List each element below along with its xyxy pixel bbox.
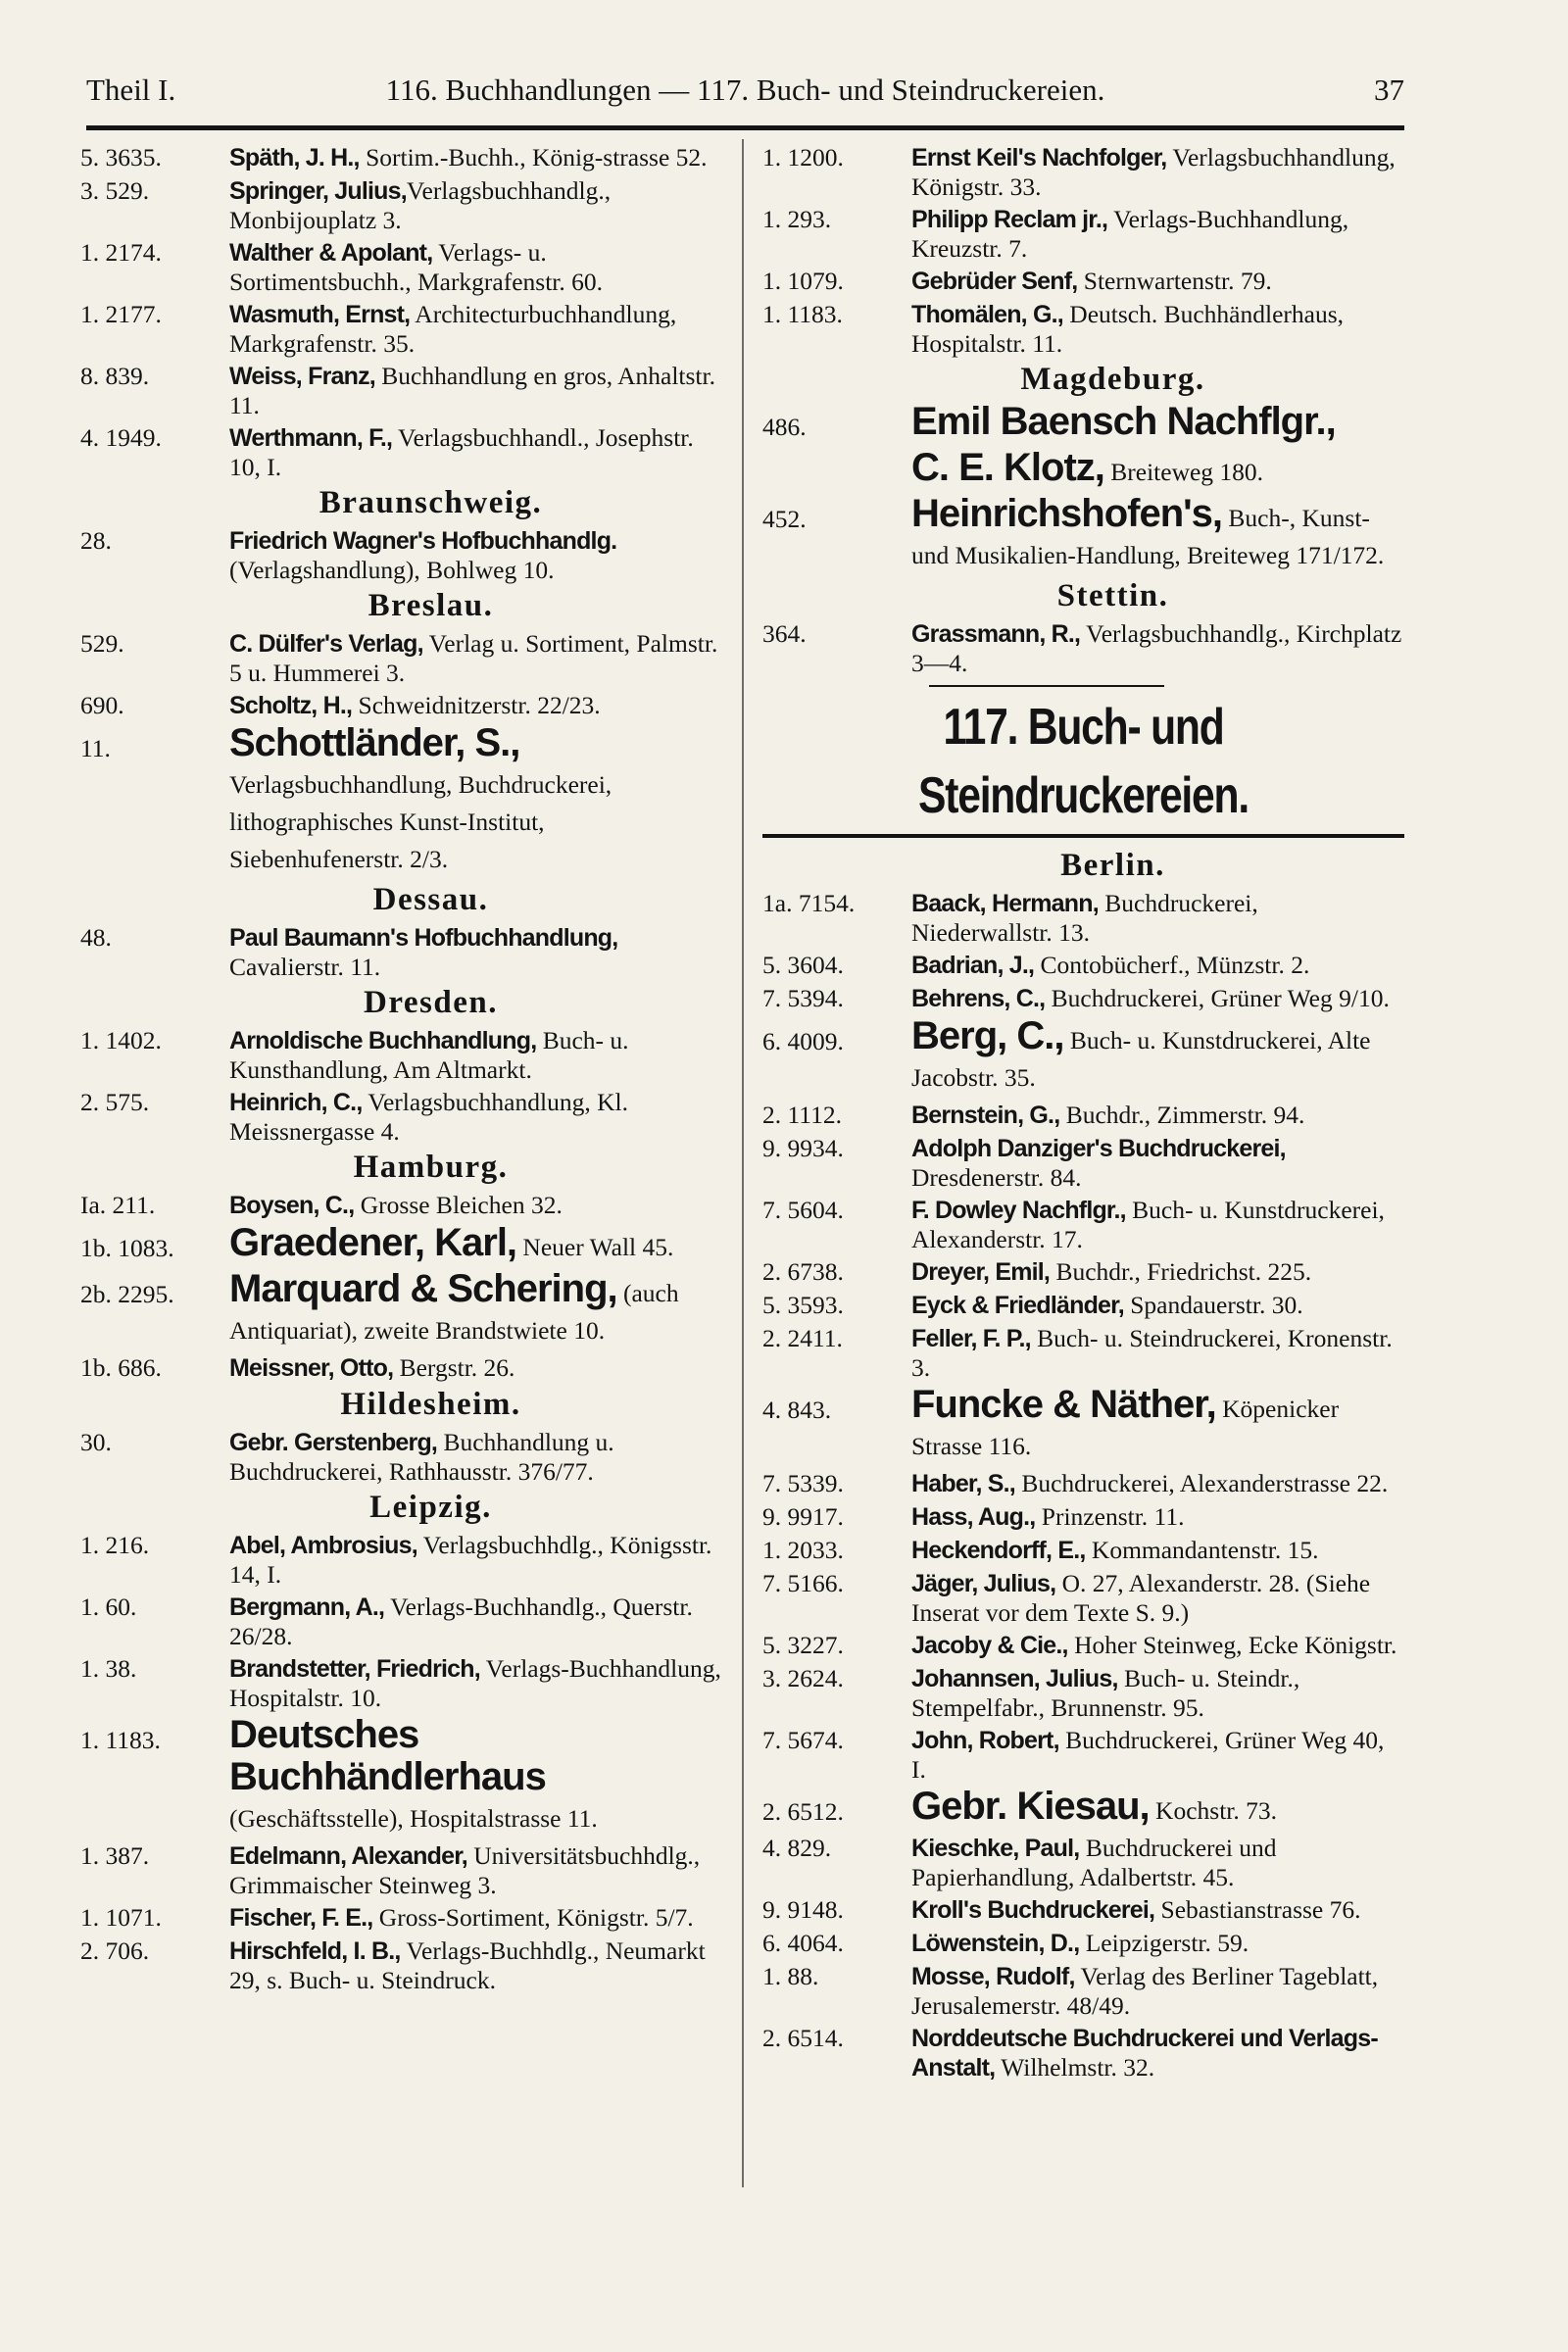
- city-heading: Dessau.: [372, 882, 489, 917]
- directory-entry: [762, 1726, 1404, 1784]
- city-heading: Berlin.: [1060, 848, 1165, 883]
- directory-entry: [762, 1536, 1404, 1565]
- directory-entry: [80, 721, 722, 878]
- firm-name: Bernstein, G.,: [911, 1102, 1060, 1129]
- entry-number: 7. 5166.: [762, 1569, 844, 1597]
- directory-entry: [762, 1962, 1404, 2020]
- city-heading: Hamburg.: [353, 1150, 509, 1185]
- directory-entry: [80, 1353, 722, 1383]
- entry-number: 1a. 7154.: [762, 889, 856, 917]
- directory-entry: [762, 1469, 1404, 1498]
- entry-number: 7. 5604.: [762, 1196, 844, 1224]
- entry-description: Spandauerstr. 30.: [1123, 1291, 1303, 1319]
- directory-entry: [80, 526, 722, 584]
- entry-description: Kochstr. 73.: [1149, 1796, 1277, 1825]
- entry-number: 48.: [80, 923, 112, 952]
- entry-number: 2. 1112.: [762, 1101, 842, 1129]
- directory-entry: [80, 1936, 722, 1994]
- directory-entry: [80, 1191, 722, 1220]
- firm-name: Bergmann, A.,: [229, 1593, 385, 1621]
- entry-description: Verlags-Buchhandlung, Kreuzstr. 7.: [911, 205, 1349, 263]
- entry-description: Breiteweg 180.: [1103, 458, 1264, 486]
- entry-number: 1. 1200.: [762, 143, 844, 172]
- firm-name: Wasmuth, Ernst,: [229, 301, 411, 328]
- firm-name: Dreyer, Emil,: [911, 1258, 1051, 1286]
- directory-entry: [80, 1841, 722, 1899]
- entry-number: Ia. 211.: [80, 1191, 156, 1219]
- firm-name: Feller, F. P.,: [911, 1325, 1031, 1352]
- entry-description: Buch- u. Steindr., Stempelfabr., Brunnenstr. 95.: [911, 1664, 1300, 1722]
- firm-name: Kieschke, Paul,: [911, 1835, 1080, 1862]
- firm-name: Paul Baumann's Hofbuchhandlung,: [229, 924, 618, 952]
- entry-number: 1. 1079.: [762, 267, 844, 295]
- directory-entry: [762, 400, 1404, 445]
- directory-entry: [762, 1196, 1404, 1253]
- entry-description: Schweidnitzerstr. 22/23.: [352, 691, 601, 719]
- entry-number: 4. 1949.: [80, 423, 162, 452]
- entry-description: Buch- u. Steindruckerei, Kronenstr. 3.: [911, 1324, 1393, 1382]
- entry-description: Verlags- u. Sortimentsbuchh., Markgrafenstr. 60.: [229, 238, 604, 296]
- entry-description: (Verlagshandlung), Bohlweg 10.: [229, 556, 555, 584]
- entry-description: Buchdruckerei, Niederwallstr. 13.: [911, 889, 1258, 947]
- firm-name: Jacoby & Cie.,: [911, 1632, 1068, 1659]
- firm-name: Baack, Hermann,: [911, 890, 1099, 917]
- city-heading: Leipzig.: [369, 1490, 492, 1525]
- entry-number: 8. 839.: [80, 362, 150, 390]
- directory-entry: [80, 1267, 722, 1349]
- firm-name: Graedener, Karl,: [229, 1221, 517, 1264]
- entry-number: 1. 216.: [80, 1531, 150, 1559]
- entry-number: 364.: [762, 619, 807, 648]
- page-number: 37: [1374, 73, 1404, 107]
- entry-description: Buchdruckerei und Papierhandlung, Adalbertstr. 45.: [911, 1834, 1277, 1891]
- entry-description: Bergstr. 26.: [393, 1353, 515, 1382]
- entry-number: 28.: [80, 526, 112, 555]
- firm-name: Heinrichshofen's,: [911, 492, 1223, 535]
- firm-name: Hass, Aug.,: [911, 1503, 1036, 1531]
- entry-description: Verlagsbuchhandlg., Monbijouplatz 3.: [229, 176, 612, 234]
- entry-description: Buchhandlung u. Buchdruckerei, Rathhausstr. 376/77.: [229, 1428, 614, 1486]
- column-divider: [742, 139, 744, 2187]
- firm-name: Badrian, J.,: [911, 952, 1035, 979]
- directory-entry: [762, 1569, 1404, 1627]
- entry-description: Verlagsbuchhandlung, Königstr. 33.: [911, 143, 1396, 201]
- entry-description: Buchdr., Friedrichst. 225.: [1050, 1257, 1312, 1286]
- page-header: [86, 73, 1404, 116]
- firm-name: Haber, S.,: [911, 1470, 1015, 1497]
- entry-number: 1b. 686.: [80, 1353, 162, 1382]
- directory-entry: [80, 1713, 722, 1838]
- entry-description: Buch- u. Kunstdruckerei, Alexanderstr. 17.: [911, 1196, 1385, 1253]
- firm-name: Heckendorff, E.,: [911, 1537, 1086, 1564]
- entry-description: (Geschäftsstelle), Hospitalstrasse 11.: [229, 1804, 598, 1833]
- firm-name: Thomälen, G.,: [911, 301, 1063, 328]
- city-heading: Hildesheim.: [340, 1387, 521, 1422]
- directory-entry: [762, 1785, 1404, 1830]
- section-rule: [762, 834, 1404, 838]
- left-column: [80, 139, 722, 1994]
- entry-description: Buchhandlung en gros, Anhaltstr. 11.: [229, 362, 715, 419]
- firm-name: Grassmann, R.,: [911, 620, 1081, 648]
- directory-entry: [762, 492, 1404, 574]
- entry-description: Sternwartenstr. 79.: [1077, 267, 1272, 295]
- entry-number: 2. 6512.: [762, 1797, 844, 1826]
- entry-description: Verlags-Buchhandlung, Hospitalstr. 10.: [229, 1654, 721, 1712]
- entry-description: Verlagsbuchhandlung, Kl. Meissnergasse 4.: [229, 1088, 628, 1146]
- entry-description: Sebastianstrasse 76.: [1154, 1895, 1361, 1924]
- firm-name: Walther & Apolant,: [229, 239, 433, 267]
- right-column-lower: [762, 846, 1404, 2082]
- firm-name: Schottländer, S.,: [229, 721, 520, 764]
- entry-description: O. 27, Alexanderstr. 28. (Siehe Inserat vor dem Texte S. 9.): [911, 1569, 1371, 1627]
- firm-name: Mosse, Rudolf,: [911, 1963, 1075, 1990]
- entry-description: Buchdruckerei, Grüner Weg 40, I.: [911, 1726, 1385, 1784]
- entry-number: 1. 1183.: [762, 300, 843, 328]
- directory-entry: [762, 1834, 1404, 1891]
- firm-name: Marquard & Schering,: [229, 1267, 617, 1310]
- entry-number: 2. 2411.: [762, 1324, 843, 1352]
- entry-description: Verlags-Buchhdlg., Neumarkt 29, s. Buch- u. Steindruck.: [229, 1936, 706, 1994]
- entry-description: Verlag des Berliner Tageblatt, Jerusalemerstr. 48/49.: [911, 1962, 1379, 2020]
- entry-number: 4. 829.: [762, 1834, 832, 1862]
- entry-description: Verlags-Buchhandlg., Querstr. 26/28.: [229, 1592, 693, 1650]
- entry-number: 5. 3227.: [762, 1631, 844, 1659]
- directory-entry: [762, 1502, 1404, 1532]
- entry-number: 5. 3593.: [762, 1291, 844, 1319]
- entry-number: 690.: [80, 691, 124, 719]
- firm-name: Deutsches Buchhändlerhaus: [229, 1713, 546, 1798]
- entry-number: 1. 38.: [80, 1654, 137, 1683]
- directory-entry: [762, 267, 1404, 296]
- directory-entry: [762, 984, 1404, 1013]
- entry-number: 9. 9148.: [762, 1895, 844, 1924]
- firm-name: Gebrüder Senf,: [911, 268, 1078, 295]
- directory-entry: [80, 143, 722, 172]
- entry-number: 6. 4009.: [762, 1027, 844, 1055]
- firm-name: Gebr. Gerstenberg,: [229, 1429, 438, 1456]
- firm-name: Kroll's Buchdruckerei,: [911, 1896, 1155, 1924]
- right-column-upper: [762, 143, 1404, 677]
- entry-description: Deutsch. Buchhändlerhaus, Hospitalstr. 11.: [911, 300, 1344, 358]
- entry-description: Neuer Wall 45.: [516, 1233, 674, 1261]
- firm-name: C. E. Klotz,: [911, 446, 1104, 489]
- part-label: Theil I.: [86, 73, 176, 107]
- directory-entry: [80, 1026, 722, 1084]
- firm-name: Edelmann, Alexander,: [229, 1842, 467, 1870]
- entry-number: 1b. 1083.: [80, 1234, 174, 1262]
- directory-entry: [762, 1291, 1404, 1320]
- directory-entry: [80, 629, 722, 687]
- entry-description: Gross-Sortiment, Königstr. 5/7.: [372, 1903, 694, 1932]
- entry-description: Buchdruckerei, Alexanderstrasse 22.: [1014, 1469, 1389, 1497]
- firm-name: Springer, Julius,: [229, 177, 407, 205]
- directory-entry: [762, 1134, 1404, 1192]
- firm-name: Jäger, Julius,: [911, 1570, 1056, 1597]
- directory-entry: [762, 300, 1404, 358]
- section-title: 117. Buch- und Steindruckereien.: [918, 699, 1249, 824]
- entry-description: Buchdr., Zimmerstr. 94.: [1059, 1101, 1305, 1129]
- directory-entry: [762, 446, 1404, 491]
- entry-number: 1. 1071.: [80, 1903, 162, 1932]
- firm-name: Boysen, C.,: [229, 1192, 355, 1219]
- entry-description: Prinzenstr. 11.: [1035, 1502, 1185, 1531]
- city-heading: Breslau.: [368, 588, 494, 623]
- section-short-rule: [929, 685, 1164, 687]
- entry-description: Verlag u. Sortiment, Palmstr. 5 u. Hummerei 3.: [229, 629, 718, 687]
- entry-description: Grosse Bleichen 32.: [354, 1191, 563, 1219]
- entry-number: 2. 575.: [80, 1088, 150, 1116]
- directory-entry: [762, 1257, 1404, 1287]
- firm-name: Hirschfeld, I. B.,: [229, 1937, 401, 1965]
- entry-number: 7. 5674.: [762, 1726, 844, 1754]
- entry-number: 5. 3604.: [762, 951, 844, 979]
- directory-entry: [80, 238, 722, 296]
- directory-entry: [762, 1383, 1404, 1465]
- firm-name: F. Dowley Nachflgr.,: [911, 1197, 1126, 1224]
- directory-entry: [80, 1531, 722, 1589]
- firm-name: Scholtz, H.,: [229, 692, 353, 719]
- entry-number: 529.: [80, 629, 124, 658]
- firm-name: Löwenstein, D.,: [911, 1930, 1080, 1957]
- entry-description: Contobücherf., Münzstr. 2.: [1034, 951, 1310, 979]
- entry-description: Universitätsbuchhdlg., Grimmaischer Steinweg 3.: [229, 1841, 701, 1899]
- directory-entry: [80, 300, 722, 358]
- firm-name: John, Robert,: [911, 1727, 1059, 1754]
- entry-number: 3. 2624.: [762, 1664, 844, 1692]
- firm-name: C. Dülfer's Verlag,: [229, 630, 423, 658]
- entry-description: (auch Antiquariat), zweite Brandstwiete 10.: [229, 1279, 679, 1345]
- directory-entry: [762, 1324, 1404, 1382]
- running-title: 116. Buchhandlungen — 117. Buch- und Steindruckereien.: [385, 73, 1105, 107]
- firm-name: Johannsen, Julius,: [911, 1665, 1118, 1692]
- entry-number: 2. 6738.: [762, 1257, 844, 1286]
- directory-entry: [762, 205, 1404, 263]
- entry-number: 7. 5339.: [762, 1469, 844, 1497]
- directory-entry: [762, 2024, 1404, 2082]
- directory-entry: [80, 1654, 722, 1712]
- entry-number: 2. 6514.: [762, 2024, 844, 2052]
- directory-entry: [80, 1221, 722, 1266]
- directory-entry: [762, 1929, 1404, 1958]
- firm-name: Norddeutsche Buchdruckerei und Verlags-Anstalt,: [911, 2025, 1378, 2082]
- header-rule: [86, 125, 1404, 130]
- city-heading: Stettin.: [1056, 578, 1169, 613]
- entry-description: Buch-, Kunst- und Musikalien-Handlung, Breiteweg 171/172.: [911, 504, 1385, 569]
- directory-entry: [80, 176, 722, 234]
- firm-name: Berg, C.,: [911, 1014, 1064, 1057]
- directory-entry: [80, 1903, 722, 1933]
- entry-description: Köpenicker Strasse 116.: [911, 1395, 1340, 1460]
- entry-description: Cavalierstr. 11.: [229, 953, 381, 981]
- entry-number: 1. 387.: [80, 1841, 150, 1870]
- directory-entry: [80, 691, 722, 720]
- entry-number: 486.: [762, 413, 807, 441]
- firm-name: Emil Baensch Nachflgr.,: [911, 400, 1336, 443]
- directory-entry: [762, 1664, 1404, 1722]
- entry-number: 2b. 2295.: [80, 1280, 174, 1308]
- firm-name: Heinrich, C.,: [229, 1089, 363, 1116]
- city-heading: Magdeburg.: [1020, 362, 1205, 397]
- entry-description: Sortim.-Buchh., König-strasse 52.: [359, 143, 708, 172]
- directory-entry: [762, 951, 1404, 980]
- directory-entry: [762, 1895, 1404, 1925]
- entry-description: Buch- u. Kunstdruckerei, Alte Jacobstr. 35.: [911, 1026, 1371, 1092]
- firm-name: Adolph Danziger's Buchdruckerei,: [911, 1135, 1286, 1162]
- directory-entry: [80, 1088, 722, 1146]
- directory-entry: [762, 889, 1404, 947]
- entry-description: Hoher Steinweg, Ecke Königstr.: [1067, 1631, 1397, 1659]
- entry-description: Dresdenerstr. 84.: [911, 1163, 1082, 1192]
- firm-name: Arnoldische Buchhandlung,: [229, 1027, 537, 1054]
- firm-name: Ernst Keil's Nachfolger,: [911, 144, 1167, 172]
- entry-description: Leipzigerstr. 59.: [1079, 1929, 1250, 1957]
- entry-number: 452.: [762, 505, 807, 533]
- firm-name: Werthmann, F.,: [229, 424, 393, 452]
- entry-number: 30.: [80, 1428, 112, 1456]
- entry-number: 1. 2174.: [80, 238, 162, 267]
- city-heading: Braunschweig.: [318, 485, 543, 520]
- entry-description: Kommandantenstr. 15.: [1085, 1536, 1319, 1564]
- entry-number: 5. 3635.: [80, 143, 162, 172]
- firm-name: Abel, Ambrosius,: [229, 1532, 417, 1559]
- entry-description: Wilhelmstr. 32.: [995, 2053, 1155, 2082]
- entry-number: 1. 293.: [762, 205, 832, 233]
- entry-number: 1. 1183.: [80, 1726, 161, 1754]
- firm-name: Späth, J. H.,: [229, 144, 360, 172]
- directory-entry: [80, 1428, 722, 1486]
- directory-entry: [762, 143, 1404, 201]
- entry-number: 9. 9917.: [762, 1502, 844, 1531]
- entry-number: 9. 9934.: [762, 1134, 844, 1162]
- entry-number: 1. 88.: [762, 1962, 819, 1990]
- directory-entry: [80, 362, 722, 419]
- entry-number: 3. 529.: [80, 176, 150, 205]
- entry-description: Verlagsbuchhandl., Josephstr. 10, I.: [229, 423, 694, 481]
- entry-description: Verlagsbuchhdlg., Königsstr. 14, I.: [229, 1531, 712, 1589]
- entry-number: 1. 60.: [80, 1592, 137, 1621]
- firm-name: Gebr. Kiesau,: [911, 1785, 1150, 1828]
- directory-entry: [80, 423, 722, 481]
- firm-name: Funcke & Näther,: [911, 1383, 1216, 1426]
- entry-number: 11.: [80, 734, 111, 762]
- entry-number: 7. 5394.: [762, 984, 844, 1012]
- directory-entry: [80, 923, 722, 981]
- entry-number: 6. 4064.: [762, 1929, 844, 1957]
- directory-entry: [762, 1101, 1404, 1130]
- directory-entry: [80, 1592, 722, 1650]
- firm-name: Eyck & Friedländer,: [911, 1292, 1124, 1319]
- entry-number: 1. 1402.: [80, 1026, 162, 1054]
- firm-name: Behrens, C.,: [911, 985, 1046, 1012]
- directory-entry: [762, 1631, 1404, 1660]
- entry-description: Architecturbuchhandlung, Markgrafenstr. 35.: [229, 300, 677, 358]
- firm-name: Brandstetter, Friedrich,: [229, 1655, 480, 1683]
- firm-name: Fischer, F. E.,: [229, 1904, 373, 1932]
- directory-entry: [762, 619, 1404, 677]
- entry-description: Buchdruckerei, Grüner Weg 9/10.: [1045, 984, 1390, 1012]
- entry-number: 1. 2177.: [80, 300, 162, 328]
- firm-name: Weiss, Franz,: [229, 363, 375, 390]
- city-heading: Dresden.: [364, 985, 498, 1020]
- firm-name: Meissner, Otto,: [229, 1354, 394, 1382]
- firm-name: Philipp Reclam jr.,: [911, 206, 1108, 233]
- entry-description: Verlagsbuchhandlung, Buchdruckerei, lithographisches Kunst-Institut, Siebenhufenerstr. 2/3.: [229, 770, 612, 873]
- right-column: [762, 139, 1404, 2082]
- directory-entry: [762, 1014, 1404, 1097]
- entry-description: Verlagsbuchhandlg., Kirchplatz 3—4.: [911, 619, 1402, 677]
- entry-number: 2. 706.: [80, 1936, 150, 1965]
- entry-number: 4. 843.: [762, 1396, 832, 1424]
- entry-description: Buch- u. Kunsthandlung, Am Altmarkt.: [229, 1026, 629, 1084]
- firm-name: Friedrich Wagner's Hofbuchhandlg.: [229, 527, 617, 555]
- entry-number: 1. 2033.: [762, 1536, 844, 1564]
